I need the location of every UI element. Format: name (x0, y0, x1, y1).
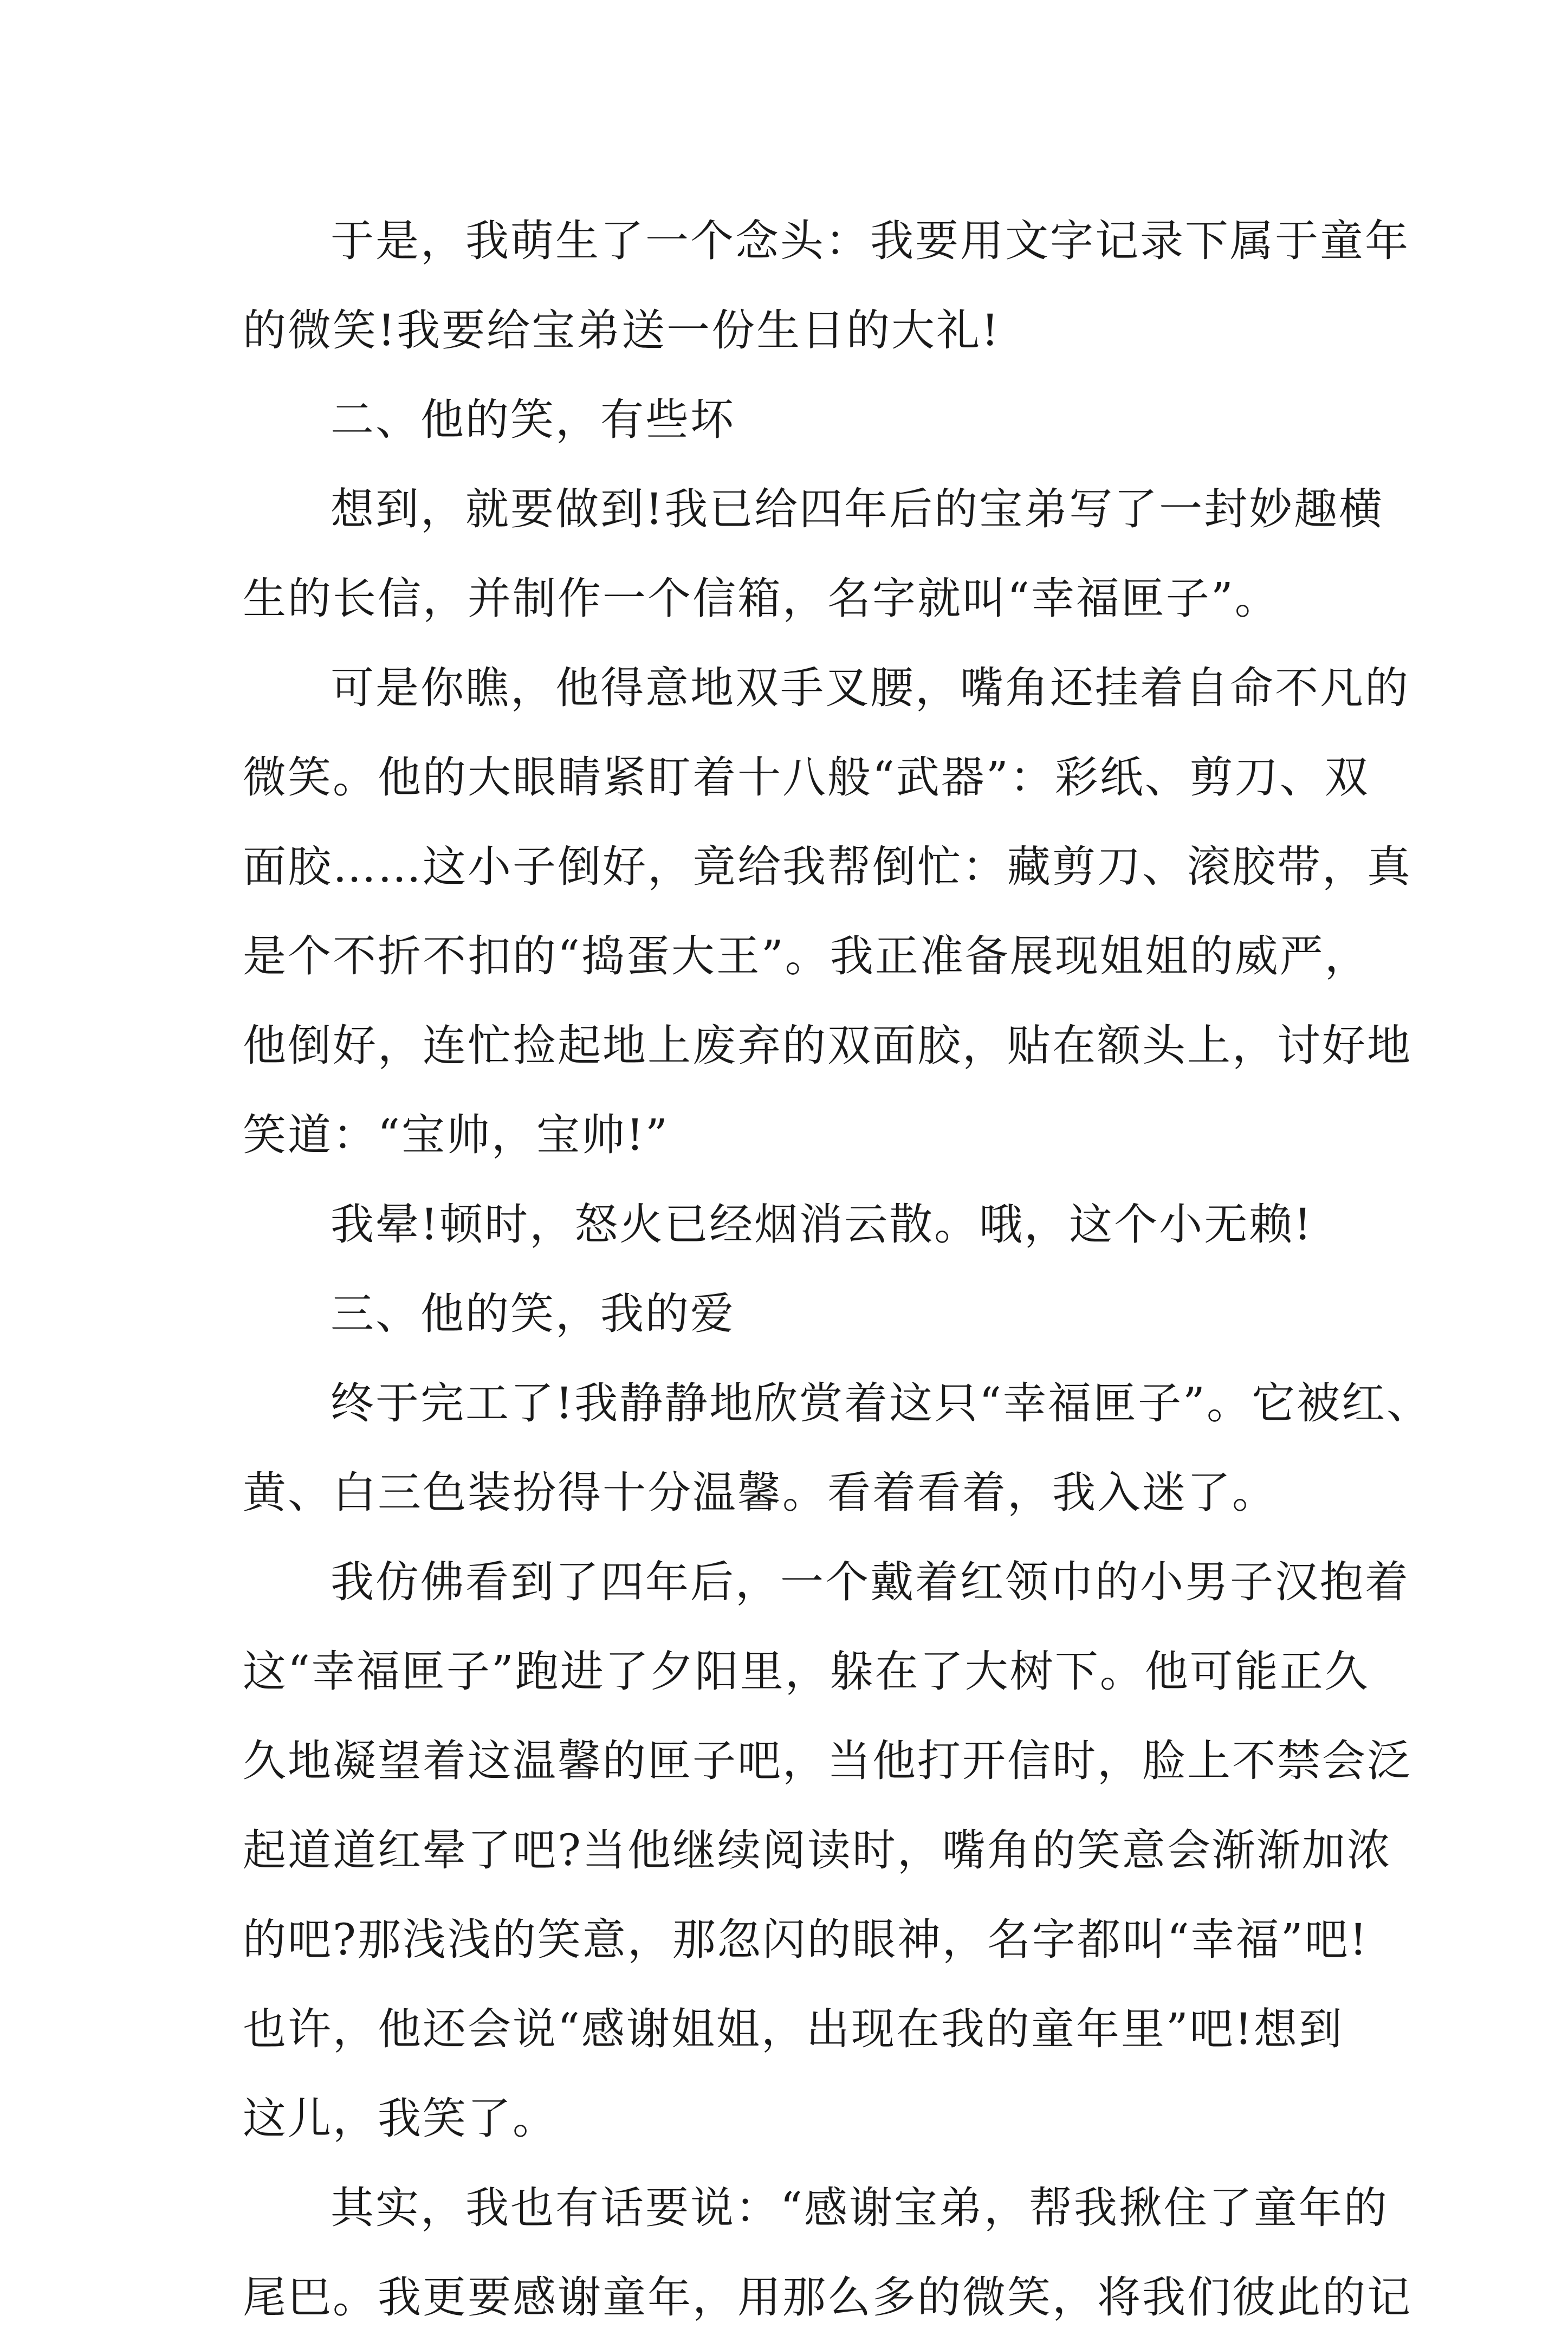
text-line: 可是你瞧，他得意地双手叉腰，嘴角还挂着自命不凡的 (331, 663, 1410, 713)
text-line: 微笑。他的大眼睛紧盯着十八般“武器”：彩纸、剪刀、双 (243, 752, 1370, 803)
text-line: 这儿，我笑了。 (243, 2093, 558, 2144)
text-line: 的吧?那浅浅的笑意，那忽闪的眼神，名字都叫“幸福”吧! (243, 1914, 1369, 1965)
text-line: 起道道红晕了吧?当他继续阅读时，嘴角的笑意会渐渐加浓 (243, 1825, 1392, 1875)
text-line: 于是，我萌生了一个念头：我要用文字记录下属于童年 (331, 216, 1410, 266)
text-line: 也许，他还会说“感谢姐姐，出现在我的童年里”吧!想到 (243, 2004, 1344, 2054)
text-line: 终于完工了!我静静地欣赏着这只“幸福匣子”。它被红、 (331, 1378, 1431, 1428)
text-line: 尾巴。我更要感谢童年，用那么多的微笑，将我们彼此的记 (243, 2272, 1412, 2322)
text-line: 黄、白三色装扮得十分温馨。看着看着，我入迷了。 (243, 1467, 1277, 1518)
text-line: 面胶……这小子倒好，竟给我帮倒忙：藏剪刀、滚胶带，真 (243, 842, 1412, 892)
section-heading: 二、他的笑，有些坏 (331, 394, 735, 445)
text-line: 生的长信，并制作一个信箱，名字就叫“幸福匣子”。 (243, 573, 1280, 624)
text-line: 是个不折不扣的“捣蛋大王”。我正准备展现姐姐的威严， (243, 931, 1370, 981)
text-line: 他倒好，连忙捡起地上废弃的双面胶，贴在额头上，讨好地 (243, 1020, 1412, 1071)
text-line: 想到，就要做到!我已给四年后的宝弟写了一封妙趣横 (331, 484, 1384, 534)
text-line: 笑道：“宝帅，宝帅!” (243, 1110, 669, 1160)
document-body (243, 196, 1431, 2342)
text-line: 这“幸福匣子”跑进了夕阳里，躲在了大树下。他可能正久 (243, 1646, 1370, 1697)
text-line: 的微笑!我要给宝弟送一份生日的大礼! (243, 305, 1001, 355)
text-line: 其实，我也有话要说：“感谢宝弟，帮我揪住了童年的 (331, 2183, 1389, 2233)
text-line: 久地凝望着这温馨的匣子吧，当他打开信时，脸上不禁会泛 (243, 1736, 1412, 1786)
text-line: 我仿佛看到了四年后，一个戴着红领巾的小男子汉抱着 (331, 1557, 1410, 1607)
text-line: 我晕!顿时，怒火已经烟消云散。哦，这个小无赖! (331, 1199, 1313, 1250)
section-heading: 三、他的笑，我的爱 (331, 1289, 735, 1339)
